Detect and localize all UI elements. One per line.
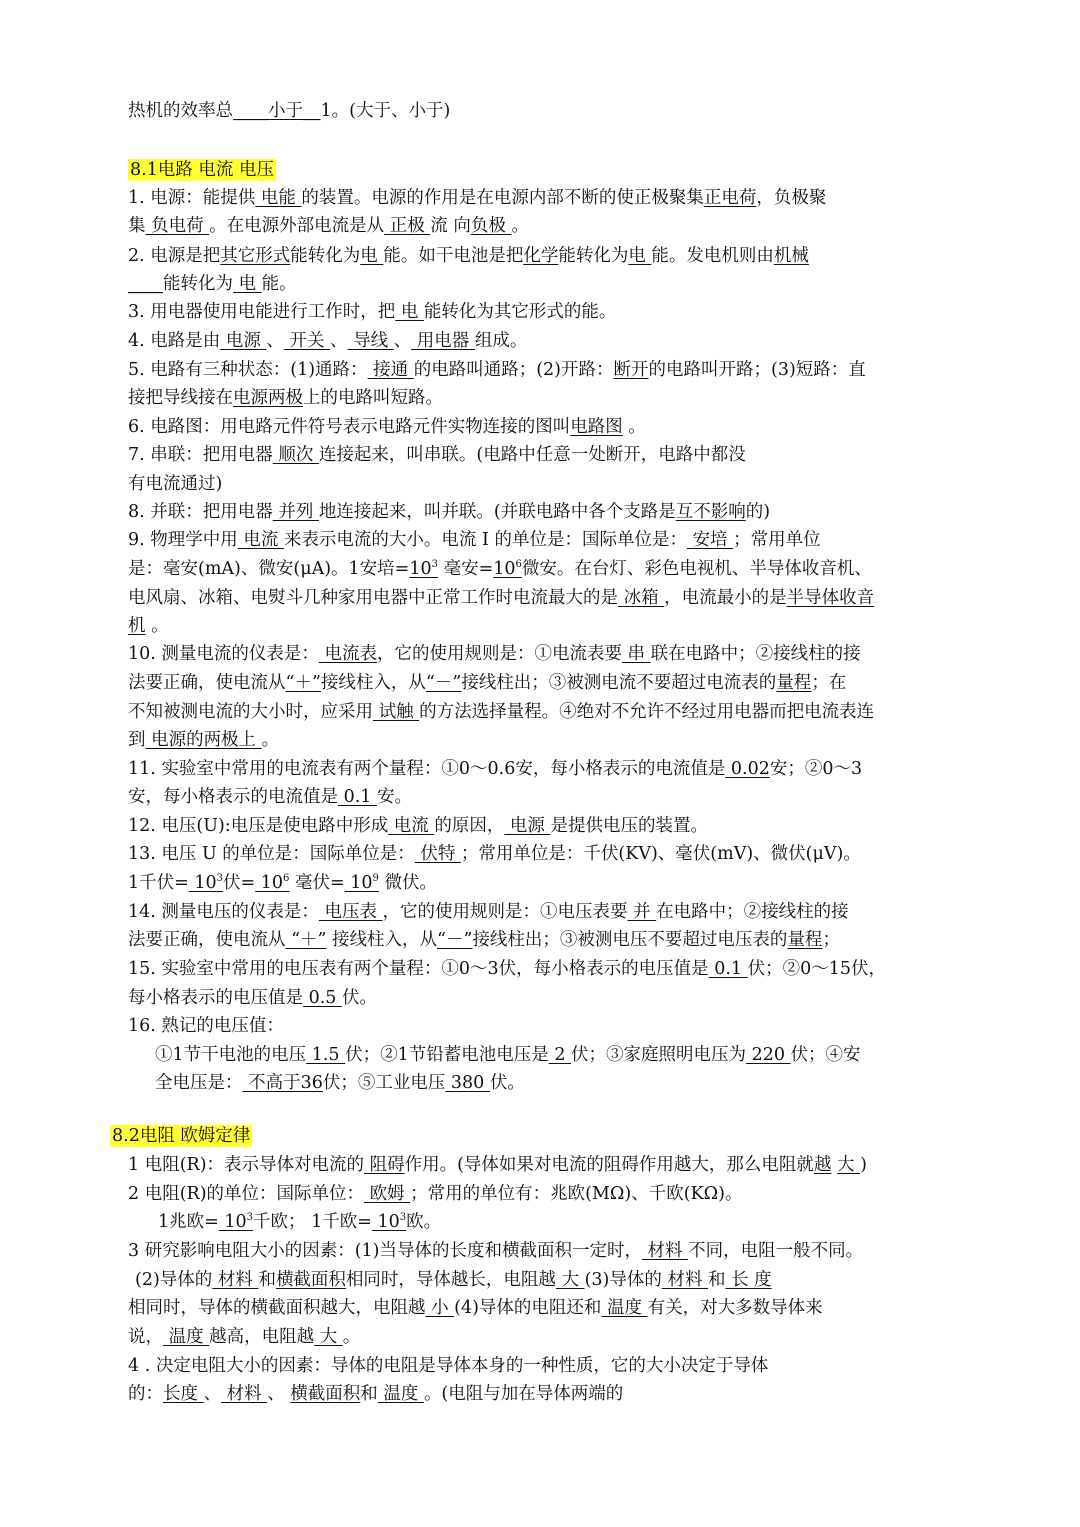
answer-blank: 材料 [221,1384,268,1404]
text-line [128,356,1080,384]
text-segment: (2)导体的 [135,1270,213,1290]
text-segment: 接把导线接在 [128,388,233,408]
answer-blank: 电能 [255,188,302,208]
text-segment: 能。如干电池是把 [383,246,524,266]
text-segment: 5. 电路有三种状态：(1)通路： [128,360,368,380]
text-segment: 15. 实验室中常用的电压表有两个量程：①0～3伏，每小格表示的电压值是 [128,959,709,979]
answer-blank: 电流 [388,816,435,836]
answer-blank: 大 [555,1270,585,1290]
text-segment: 10. 测量电流的仪表是： [128,644,319,664]
text-segment: 。 [145,616,169,636]
text-segment: 安。 [376,787,412,807]
text-segment: 1. 电源：能提供 [128,188,256,208]
text-segment: 能转化为 [163,274,233,294]
text-segment: ，它的使用规则是：①电流表要 [376,644,622,664]
text-line [128,1380,1080,1408]
text-segment: 有电流通过) [128,474,223,494]
answer-blank: 220 [746,1045,791,1065]
text-segment: 11. 实验室中常用的电流表有两个量程：①0～0.6安，每小格表示的电流值是 [128,759,726,779]
answer-blank: 量程 [787,930,823,950]
answer-blank: 1.5 [306,1045,346,1065]
text-segment: 毫伏= [289,873,345,893]
text-line [155,1069,1080,1097]
answer-blank: 开关 [283,331,331,351]
answer-blank: 其它形式 [220,246,291,266]
text-segment: 和 [708,1270,726,1290]
answer-blank: 材料 [212,1270,259,1290]
answer-blank: $10^3$ [218,1212,254,1232]
text-line [128,783,1080,811]
text-segment: 相同时，导体的横截面积越大，电阻越 [128,1298,426,1318]
answer-blank: “＋” [285,673,321,693]
answer-blank: 断开 [613,360,649,380]
text-segment: 欧。 [406,1212,442,1232]
text-segment: 伏；④安 [790,1045,861,1065]
text-segment: 、 [203,1384,222,1404]
text-segment: 的装置。电源的作用是在电源内部不断的使正极聚集 [301,188,704,208]
answer-blank: 半导体收音 [786,588,875,608]
answer-blank: 材料 [661,1270,709,1290]
text-segment: 能转化为其它形式的能。 [423,302,617,322]
text-segment: 接线柱出；③被测电压不要超过电压表的 [472,930,788,950]
answer-blank: 电 [628,246,652,266]
text-line [155,1041,1080,1069]
text-segment: 12. 电压(U):电压是使电路中形成 [128,816,389,836]
text-line [128,441,1080,469]
text-line [128,984,1080,1012]
text-line [128,584,1080,612]
text-segment: 的电路叫通路；(2)开路： [413,360,614,380]
answer-blank: 温度 [601,1298,648,1318]
section-heading: 8.1电路 电流 电压 [130,160,274,180]
answer-blank: 顺次 [272,445,319,465]
text-segment: 、 [267,1384,291,1404]
text-segment: (4)导体的电阻还和 [454,1298,602,1318]
exponent: 3 [399,1212,407,1224]
text-segment: (3)导体的 [584,1270,662,1290]
text-segment: 3. 用电器使用电能进行工作时，把 [128,302,396,322]
text-segment: 能。 [261,274,297,294]
text-line [158,1208,1080,1236]
text-segment: 。(电阻与加在导体两端的 [423,1384,624,1404]
answer-blank: 机 [128,616,146,636]
answer-blank: 电源 [504,816,551,836]
text-segment: 相同时，导体越长，电阻越 [345,1270,556,1290]
text-segment: 是提供电压的装置。 [550,816,708,836]
answer-blank: 2 [548,1045,572,1065]
text-line [128,755,1080,783]
answer-blank: $10^6$ [493,559,522,579]
text-line [128,212,1080,240]
text-segment: 千欧； 1千欧= [253,1212,372,1232]
text-segment: 16. 熟记的电压值： [128,1016,284,1036]
text-line [128,640,1080,668]
text-segment: 伏= [223,873,256,893]
answer-blank: 越 [813,1155,832,1175]
answer-blank: 电路图 [570,417,623,437]
text-line [110,1122,1080,1150]
text-segment: 2. 电源是把 [128,246,221,266]
text-segment: 越高，电阻越 [209,1327,315,1347]
answer-blank: 380 [445,1073,490,1093]
text-line [128,1180,1080,1208]
answer-blank: 正极 [384,216,431,236]
text-line [128,384,1080,412]
text-segment: 能。发电机则由 [651,246,774,266]
answer-blank: 阻碍 [364,1155,405,1175]
text-segment: 13. 电压 U 的单位是：国际单位是： [128,844,415,864]
text-line [128,327,1080,355]
text-line [128,298,1080,326]
text-segment: 接线柱出；③被测电流不要超过电流表的 [461,673,777,693]
text-segment: 伏；②0～15伏， [747,959,887,979]
text-segment: 有关，对大多数导体来 [647,1298,823,1318]
text-segment: 流 向 [430,216,471,236]
text-segment: ；常用单位是：千伏(KV)、毫伏(mV)、微伏(μV)。 [460,844,861,864]
answer-blank: “＋” [285,930,327,950]
text-line [128,156,1080,184]
text-segment: 、 [330,331,348,351]
text-segment: 在电路中；②接线柱的接 [656,902,849,922]
text-segment: 毫安= [438,559,494,579]
text-line [128,1012,1080,1040]
text-line [128,612,1080,640]
exponent: 3 [246,1212,254,1224]
text-segment: 的电路叫开路；(3)短路：直 [648,360,866,380]
text-segment: 安；②0～3 [769,759,863,779]
text-segment: 伏；⑤工业电压 [322,1073,446,1093]
text-segment: ，负极聚 [756,188,827,208]
answer-blank: 0.1 [338,787,377,807]
text-segment: 3 研究影响电阻大小的因素：(1)当导体的长度和横截面积一定时， [128,1241,642,1261]
answer-blank: 电 [233,274,262,294]
exponent: 6 [283,873,290,885]
answer-blank: 电 [360,246,384,266]
text-segment: 的) [745,502,771,522]
text-segment: 8. 并联：把用电器 [128,502,273,522]
text-line [135,1266,1080,1294]
text-line [128,184,1080,212]
answer-blank: “－” [425,673,462,693]
text-segment: 组成。 [474,331,528,351]
answer-blank: 电压表 [318,902,383,922]
answer-blank: 电源的两极上 [145,730,262,750]
text-segment: 热机的效率总 [128,101,233,121]
answer-blank: $10^6$ [255,873,290,893]
answer-blank: “－” [437,930,473,950]
text-line [128,470,1080,498]
text-segment: 接线柱入，从 [320,673,426,693]
answer-blank: $10^9$ [344,873,379,893]
text-segment: 不知被测电流的大小时，应采用 [128,702,373,722]
text-segment: ①1节干电池的电压 [155,1045,307,1065]
answer-blank: 伏特 [414,844,461,864]
text-segment: 接线柱入，从 [326,930,438,950]
exponent: 3 [431,559,439,571]
answer-blank: 长度 [163,1384,204,1404]
text-line [128,840,1080,868]
answer-blank: 负极 [470,216,512,236]
answer-blank: 导线 [347,331,394,351]
answer-blank: 化学 [523,246,559,266]
text-segment: 伏。 [489,1073,525,1093]
text-segment: ； [822,930,840,950]
text-segment: 作用。(导体如果对电流的阻碍作用越大，那么电阻就 [404,1155,814,1175]
text-segment: ；常用单位 [733,530,821,550]
text-segment: 是：毫安(mA)、微安(μA)。1安培= [128,559,410,579]
answer-blank: 0.02 [725,759,770,779]
text-line [128,869,1080,897]
answer-blank: 材料 [641,1241,689,1261]
answer-blank: 大 [837,1155,861,1175]
text-line [128,1323,1080,1351]
text-segment: ，它的使用规则是：①电压表要 [382,902,628,922]
text-line [128,1352,1080,1380]
answer-blank: 大 [314,1327,343,1347]
text-segment: 微安。在台灯、彩色电视机、半导体收音机、 [521,559,872,579]
text-segment: 法要正确，使电流从 [128,673,286,693]
text-line [128,898,1080,926]
text-segment: 伏。 [341,988,377,1008]
exponent: 3 [216,873,224,885]
answer-blank: 正电荷 [703,188,757,208]
text-segment: 4 . 决定电阻大小的因素：导体的电阻是导体本身的一种性质，它的大小决定于导体 [128,1356,769,1376]
text-segment: 9. 物理学中用 [128,530,238,550]
text-segment: 安，每小格表示的电流值是 [128,787,338,807]
answer-blank: 接通 [367,360,414,380]
text-line [128,726,1080,754]
text-segment: 6. 电路图：用电路元件符号表示电路元件实物连接的图叫 [128,417,571,437]
text-segment: 的原因， [434,816,505,836]
text-line [128,1151,1080,1179]
text-segment: 和 [360,1384,378,1404]
text-line [128,555,1080,583]
text-segment: 。在电源外部电流是从 [209,216,385,236]
text-line [128,413,1080,441]
section-heading: 8.2电阻 欧姆定律 [112,1126,251,1146]
answer-blank: 并列 [272,502,319,522]
answer-blank: 电流 [237,530,284,550]
text-segment: 集 [128,216,146,236]
answer-blank: 并 [627,902,657,922]
text-segment: 。 [342,1327,361,1347]
text-segment: 。 [622,417,646,437]
text-segment: 。 [261,730,280,750]
text-line [128,1237,1080,1265]
text-line [128,926,1080,954]
text-segment: 伏；②1节铅蓄电池电压是 [345,1045,549,1065]
answer-blank: 0.5 [303,988,342,1008]
text-segment: 1 电阻(R)：表示导体对电流的 [128,1155,365,1175]
text-segment: 。 [511,216,529,236]
answer-blank: 用电器 [411,331,475,351]
text-line [128,526,1080,554]
text-segment: 、 [393,331,412,351]
answer-blank: 安培 [686,530,734,550]
answer-blank: $10^3$ [409,559,439,579]
text-segment: ，电流最小的是 [664,588,787,608]
answer-blank: ____小于__ [233,101,321,121]
answer-blank: 温度 [163,1327,210,1347]
text-segment: 连接起来，叫串联。(电路中任意一处断开，电路中都没 [318,445,746,465]
text-segment: 每小格表示的电压值是 [128,988,303,1008]
text-segment: 1千伏= [128,873,189,893]
text-segment: 地连接起来，叫并联。(并联电路中各个支路是 [318,502,676,522]
answer-blank: $10^3$ [371,1212,407,1232]
answer-blank: ____ [128,274,163,294]
text-segment: 的： [128,1384,163,1404]
text-segment: 、 [266,331,284,351]
answer-blank: 互不影响 [675,502,746,522]
text-segment: 全电压是： [155,1073,243,1093]
text-segment: 1。(大于、小于) [320,101,451,121]
answer-blank: 横截面积 [290,1384,361,1404]
text-line [128,270,1080,298]
answer-blank: 欧姆 [364,1184,411,1204]
text-segment: ) [860,1155,867,1175]
answer-blank: $10^3$ [188,873,224,893]
answer-blank: 温度 [377,1384,424,1404]
answer-blank: 电源两极 [233,388,303,408]
text-segment: 能转化为 [558,246,629,266]
text-segment: 能转化为 [290,246,361,266]
text-segment: 4. 电路是由 [128,331,221,351]
text-segment: ；在 [811,673,847,693]
text-segment: 法要正确，使电流从 [128,930,286,950]
text-line [128,698,1080,726]
text-segment: 1兆欧= [158,1212,219,1232]
text-segment: 的方法选择量程。④绝对不允许不经过用电器而把电流表连 [419,702,875,722]
answer-blank: 电 [395,302,424,322]
text-segment: 联在电路中；②接线柱的接 [650,644,861,664]
text-line [128,669,1080,697]
text-line [128,498,1080,526]
answer-blank: 电流表 [318,644,377,664]
answer-blank: 机械 [773,246,809,266]
text-segment: ；常用的单位有：兆欧(MΩ)、千欧(KΩ)。 [410,1184,743,1204]
answer-blank: 小 [425,1298,455,1318]
text-segment: 7. 串联：把用电器 [128,445,273,465]
text-line [128,97,1080,125]
text-line [128,242,1080,270]
exponent: 6 [515,559,522,571]
text-segment: 到 [128,730,146,750]
text-segment: 电风扇、冰箱、电熨斗几种家用电器中正常工作时电流最大的是 [128,588,618,608]
answer-blank: 长 度 [725,1270,772,1290]
answer-blank: 冰箱 [618,588,665,608]
text-segment: 2 电阻(R)的单位：国际单位： [128,1184,365,1204]
text-segment: 不同，电阻一般不同。 [688,1241,864,1261]
answer-blank: 量程 [776,673,812,693]
answer-blank: 电源 [220,331,267,351]
text-line [128,955,1080,983]
text-segment: 和 [258,1270,276,1290]
answer-blank: 横截面积 [275,1270,346,1290]
answer-blank: 试触 [373,702,420,722]
text-segment: 上的电路叫短路。 [303,388,443,408]
exponent: 9 [372,873,379,885]
text-segment: 14. 测量电压的仪表是： [128,902,319,922]
answer-blank: 不高于36 [242,1073,323,1093]
answer-blank: 串 [621,644,651,664]
text-line [128,812,1080,840]
text-segment: 微伏。 [378,873,437,893]
text-segment: 伏；③家庭照明电压为 [571,1045,747,1065]
text-line [128,1294,1080,1322]
answer-blank: 0.1 [708,959,748,979]
answer-blank: 负电荷 [145,216,210,236]
text-segment: 说， [128,1327,163,1347]
text-segment: 来表示电流的大小。电流 I 的单位是：国际单位是： [283,530,687,550]
